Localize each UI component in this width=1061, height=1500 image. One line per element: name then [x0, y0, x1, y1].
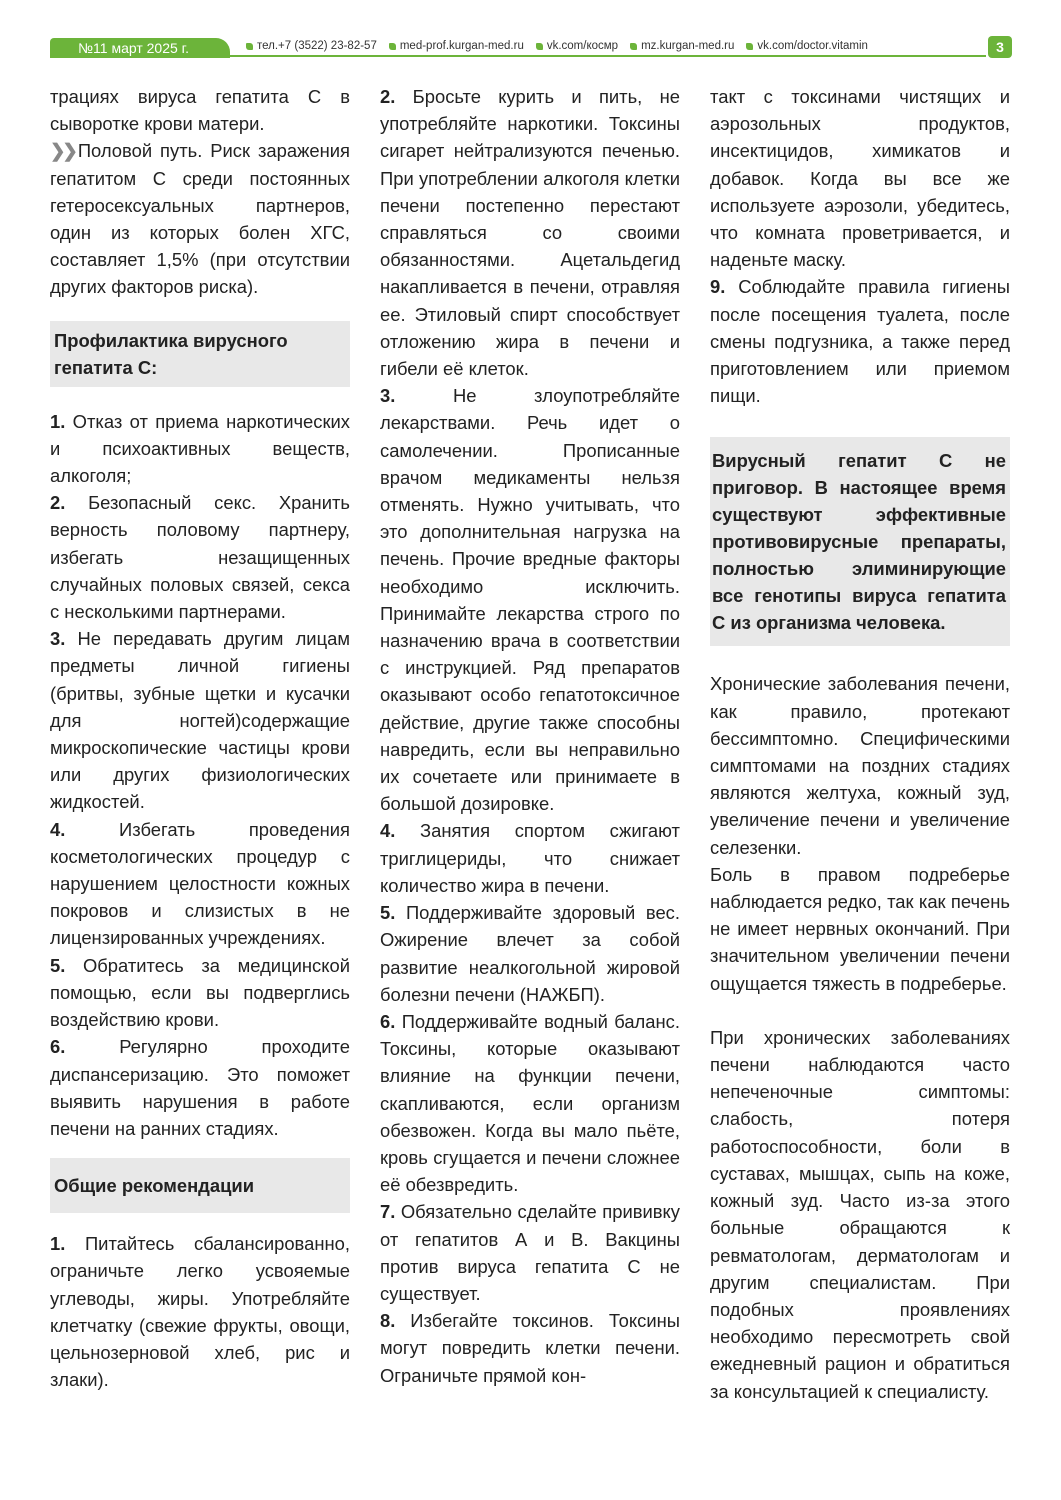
- paragraph: Боль в правом подреберье наблюдается редко, так как печень не имеет нервных окончаний. При значительном увеличении печени ощущается тяжесть в подреберье.: [710, 863, 1010, 994]
- contact-site[interactable]: med-prof.kurgan-med.ru: [389, 38, 524, 54]
- prevention-list: [50, 408, 350, 1142]
- callout-box: Вирусный гепатит С не приговор. В настоящее время существуют эффективные противовирусные препараты, полностью элиминирующие все генотипы вируса гепатита С из организма человека.: [710, 437, 1010, 646]
- list-item: 3. Не передавать другим лицам предметы личной гигиены (бритвы, зубные щетки и кусачки для ногтей)содержащие микроскопические частицы крови или других физиологических жидкостей.: [50, 628, 350, 813]
- list-item: 1. Отказ от приема наркотических и психоактивных веществ, алкоголя;: [50, 410, 350, 487]
- column-3: [710, 83, 1010, 1405]
- page-number: 3: [988, 36, 1012, 58]
- column-1: [50, 83, 350, 1393]
- list-item: 6. Поддерживайте водный баланс. Токсины, которые оказывают влияние на функции печени, скапливаются, если организм обезвожен. Когда вы мало пьёте, кровь сгущается и печени сложнее её обезвредить.: [380, 1010, 680, 1196]
- list-item: 2. Бросьте курить и пить, не употребляйте наркотики. Токсины сигарет нейтрализуются печенью. При употреблении алкоголя клетки печени постепенно перестают справляться со своими обязанностями. Ацетальдегид накапливается в печени, отравляя ее. Этиловый спирт способствует отложению жира в печени и гибели её клеток.: [380, 86, 680, 380]
- paragraph: Хронические заболевания печени, как правило, протекают бессимптомно. Специфическими симптомами на поздних стадиях являются желтуха, кожный зуд, увеличение печени и увеличение селезенки.: [710, 673, 1010, 858]
- continued-text: такт с токсинами чистящих и аэрозольных продуктов, инсектицидов, химикатов и добавок. Когда вы все же используете аэрозоли, убедитесь, что комната проветривается, и наденьте маску.: [710, 86, 1010, 271]
- paragraph: При хронических заболеваниях печени наблюдаются часто непеченочные симптомы: слабость, потеря работоспособности, боли в суставах, мышцах, сыпь на коже, кожный зуд. Часто из-за этого больные обращаются к ревматологам, дерматологам и другим специалистам. При подобных проявлениях необходимо пересмотреть свой ежедневный рацион и обратиться за консультацией к специалисту.: [710, 1026, 1010, 1402]
- general-title: Общие рекомендации: [50, 1158, 350, 1213]
- list-item: 5. Обратитесь за медицинской помощью, если вы подверглись воздействию крови.: [50, 954, 350, 1031]
- list-item: 4. Занятия спортом сжигают триглицериды, что снижает количество жира в печени.: [380, 820, 680, 896]
- leaf-icon: [630, 43, 637, 50]
- list-item: 2. Безопасный секс. Хранить верность половому партнеру, избегать незащищенных случайных половых связей, секса с несколькими партнерами.: [50, 492, 350, 623]
- contacts-bar: [246, 38, 868, 54]
- contact-mz-site[interactable]: mz.kurgan-med.ru: [630, 38, 734, 54]
- header-rule: [230, 55, 986, 57]
- contact-vk-doctor[interactable]: vk.com/doctor.vitamin: [746, 38, 868, 54]
- column-2: [380, 83, 680, 1389]
- list-item: 7. Обязательно сделайте прививку от гепатитов А и В. Вакцины против вируса гепатита С не существует.: [380, 1201, 680, 1304]
- prevention-title: Профилактика вирусного гепатита С:: [50, 321, 350, 387]
- contact-phone: тел.+7 (3522) 23-82-57: [246, 38, 377, 54]
- list-item: 3. Не злоупотребляйте лекарствами. Речь идет о самолечении. Прописанные врачом медикаменты нельзя отменять. Нужно учитывать, что это дополнительная нагрузка на печень. Прочие вредные факторы необходимо исключить. Принимайте лекарства строго по назначению врача в соответствии с инструкцией. Ряд препаратов оказывают особо гепатотоксичное действие, другие также способны навредить, если вы неправильно их сочетаете или принимаете в большой дозировке.: [380, 385, 680, 815]
- arrow-icon: ❯❯: [50, 140, 75, 162]
- leaf-icon: [536, 43, 543, 50]
- issue-label: №11 март 2025 г.: [50, 38, 230, 58]
- sexual-route-text: ❯❯ Половой путь. Риск заражения гепатитом С среди постоянных гетеросексуальных партнеров, один из которых болен ХГС, составляет 1,5% (при отсутствии других факторов риска).: [50, 140, 350, 298]
- leaf-icon: [746, 43, 753, 50]
- intro-text: трациях вируса гепатита С в сыворотке крови матери.: [50, 86, 350, 135]
- contact-vk-kosmr[interactable]: vk.com/космр: [536, 38, 618, 54]
- leaf-icon: [246, 43, 253, 50]
- list-item: 9. Соблюдайте правила гигиены после посещения туалета, после смены подгузника, а также перед приготовлением или приемом пищи.: [710, 276, 1010, 407]
- list-item: 6. Регулярно проходите диспансеризацию. Это поможет выявить нарушения в работе печени на ранних стадиях.: [50, 1036, 350, 1139]
- page-header: [50, 38, 1012, 58]
- leaf-icon: [389, 43, 396, 50]
- list-item: 5. Поддерживайте здоровый вес. Ожирение влечет за собой развитие неалкогольной жировой болезни печени (НАЖБП).: [380, 902, 680, 1005]
- list-item: 1. Питайтесь сбалансированно, ограничьте легко усвояемые углеводы, жиры. Употребляйте клетчатку (свежие фрукты, овощи, цельнозерновой хлеб, рис и злаки).: [50, 1233, 350, 1391]
- list-item: 8. Избегайте токсинов. Токсины могут повредить клетки печени. Ограничьте прямой кон-: [380, 1310, 680, 1386]
- list-item: 4. Избегать проведения косметологических процедур с нарушением целостности кожных покровов и слизистых в не лицензированных учреждениях.: [50, 818, 350, 949]
